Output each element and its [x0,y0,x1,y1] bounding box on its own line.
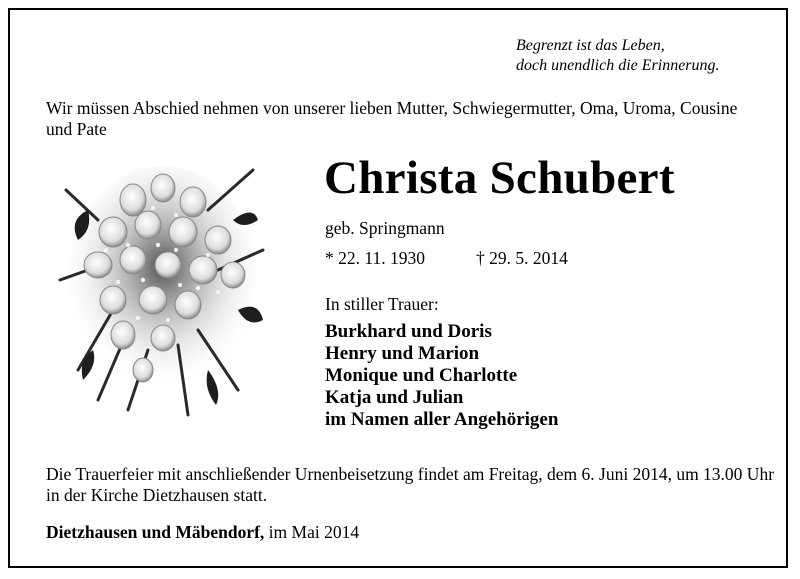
mourner-entry: Burkhard und Doris [325,321,492,342]
birth-name: geb. Springmann [325,218,445,238]
memorial-quote [516,36,720,76]
intro-text: Wir müssen Abschied nehmen von unserer lieben Mutter, Schwiegermutter, Oma, Uroma, Cousine und Pate [46,98,738,139]
mourner-entry: Henry und Marion [325,343,480,364]
closing-line [46,522,359,543]
mourners-label: In stiller Trauer: [325,294,439,314]
mourner-entry: Katja und Julian [325,387,464,408]
closing-date: im Mai 2014 [268,522,360,542]
funeral-notice: Die Trauerfeier mit anschließender Urnenbeisetzung findet am Freitag, dem 6. Juni 2014, um 13.00 Uhr in der Kirche Dietzhausen statt. [46,464,775,505]
mourner-entry: im Namen aller Angehörigen [325,409,559,430]
deceased-name: Christa Schubert [324,152,675,204]
birth-date: * 22. 11. 1930 [325,248,425,268]
quote-line-2: doch unendlich die Erinnerung. [516,57,720,74]
death-date: † 29. 5. 2014 [476,248,568,268]
quote-line-1: Begrenzt ist das Leben, [516,37,665,54]
mourners-list [325,321,558,431]
rose-bouquet-image [58,160,270,418]
mourner-entry: Monique und Charlotte [325,365,518,386]
closing-places: Dietzhausen und Mäbendorf, [46,522,265,542]
